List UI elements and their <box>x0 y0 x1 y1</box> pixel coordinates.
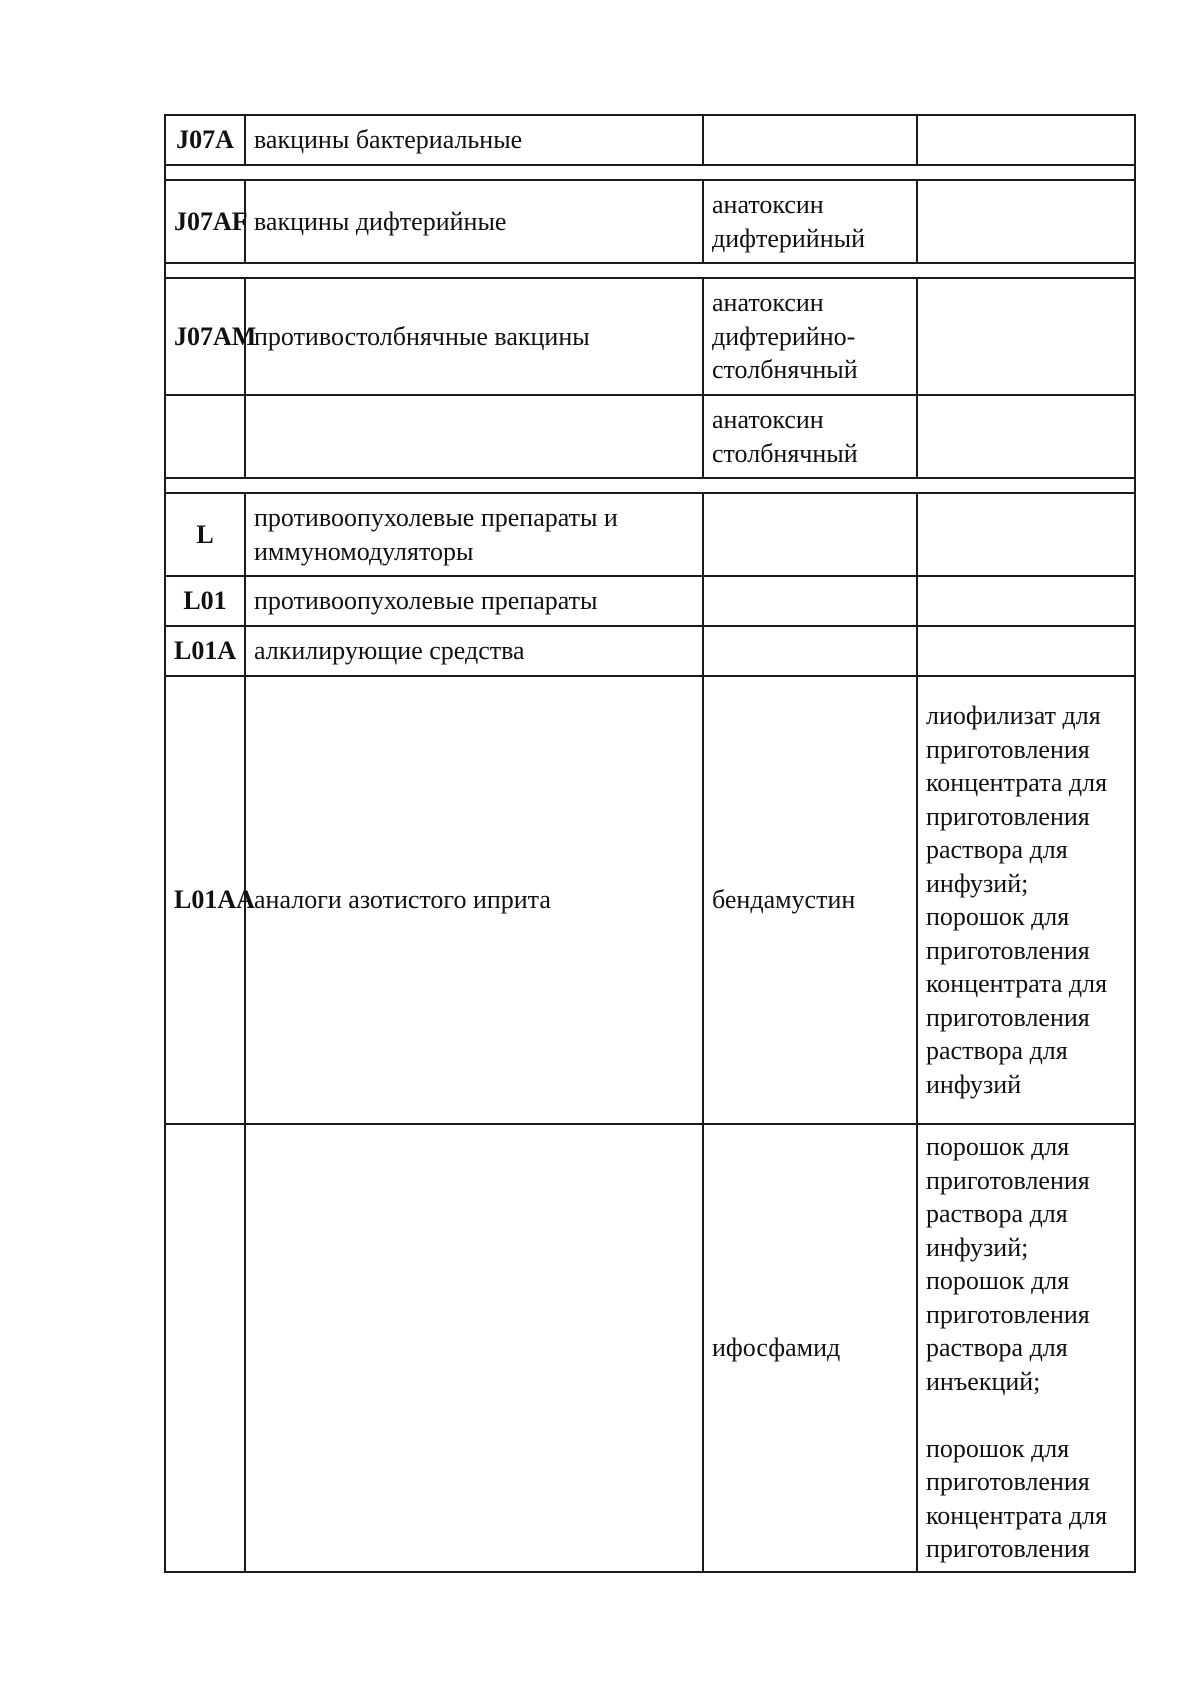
dosage-form <box>917 676 1135 1124</box>
atc-code <box>165 395 245 478</box>
dosage-form <box>917 115 1135 165</box>
dosage-form <box>917 180 1135 263</box>
dosage-form-line: концентрата для <box>926 768 1108 797</box>
dosage-form-line: лиофилизат для <box>926 701 1101 730</box>
dosage-form-line: порошок для <box>926 1266 1070 1296</box>
atc-code: J07AM <box>165 278 245 395</box>
group-name <box>245 1124 703 1572</box>
table-row <box>165 626 1135 676</box>
table-row <box>165 1124 1135 1572</box>
dosage-form-line: инъекций; <box>926 1366 1041 1396</box>
group-name-line: противоопухолевые препараты и <box>254 503 618 532</box>
dosage-form-line: раствора для <box>926 1036 1068 1065</box>
group-name: алкилирующие средства <box>245 626 703 676</box>
group-name-line: иммуномодуляторы <box>254 536 474 566</box>
dosage-form <box>917 395 1135 478</box>
row-separator <box>165 478 1135 493</box>
dosage-form-line: раствора для <box>926 835 1068 864</box>
table-row <box>165 278 1135 395</box>
group-name: противостолбнячные вакцины <box>245 278 703 395</box>
drug-name: бендамустин <box>703 676 917 1124</box>
drug-name <box>703 180 917 263</box>
atc-code: L01 <box>165 576 245 626</box>
dosage-form-line: концентрата для <box>926 1500 1108 1530</box>
dosage-form-line: приготовления <box>926 734 1090 764</box>
dosage-form-line: порошок для <box>926 902 1070 931</box>
drug-name-line: дифтерийно- <box>712 321 856 351</box>
medication-table <box>164 114 1136 1573</box>
group-name: вакцины бактериальные <box>245 115 703 165</box>
drug-name-line: анатоксин <box>712 405 824 434</box>
dosage-form-line: порошок для <box>926 1433 1070 1463</box>
drug-name <box>703 576 917 626</box>
dosage-form-line: концентрата для <box>926 969 1108 998</box>
drug-name-line: анатоксин <box>712 288 824 318</box>
dosage-form-line: приготовления <box>926 1534 1090 1564</box>
dosage-form <box>917 1124 1135 1572</box>
dosage-form-line: инфузий <box>926 1069 1022 1099</box>
table-row <box>165 576 1135 626</box>
dosage-form-line: приготовления <box>926 935 1090 965</box>
row-separator <box>165 165 1135 180</box>
drug-name <box>703 278 917 395</box>
dosage-form-line: приготовления <box>926 1165 1090 1195</box>
group-name: противоопухолевые препараты <box>245 576 703 626</box>
row-separator <box>165 263 1135 278</box>
dosage-form <box>917 626 1135 676</box>
dosage-form-line: порошок для <box>926 1132 1070 1162</box>
atc-code: L01A <box>165 626 245 676</box>
drug-name: ифосфамид <box>703 1124 917 1572</box>
drug-name <box>703 626 917 676</box>
drug-name <box>703 493 917 576</box>
drug-name-line: столбнячный <box>712 438 858 468</box>
group-name <box>245 395 703 478</box>
atc-code: J07AF <box>165 180 245 263</box>
group-name: вакцины дифтерийные <box>245 180 703 263</box>
dosage-form-line: раствора для <box>926 1199 1068 1229</box>
dosage-form-line: раствора для <box>926 1333 1068 1363</box>
atc-code: J07A <box>165 115 245 165</box>
dosage-form-line: приготовления <box>926 1467 1090 1497</box>
drug-name-line: дифтерийный <box>712 223 866 253</box>
dosage-form-line: приготовления <box>926 1002 1090 1032</box>
dosage-form-line: инфузий; <box>926 868 1029 898</box>
atc-code <box>165 1124 245 1572</box>
dosage-form <box>917 576 1135 626</box>
dosage-form <box>917 278 1135 395</box>
dosage-form-line: приготовления <box>926 801 1090 831</box>
dosage-form <box>917 493 1135 576</box>
table-row <box>165 676 1135 1124</box>
group-name: аналоги азотистого иприта <box>245 676 703 1124</box>
dosage-form-line: инфузий; <box>926 1232 1029 1262</box>
table-row <box>165 395 1135 478</box>
drug-name <box>703 115 917 165</box>
blank-line <box>926 1398 1126 1432</box>
table-row <box>165 115 1135 165</box>
atc-code: L <box>165 493 245 576</box>
drug-name-line: столбнячный <box>712 355 858 385</box>
drug-name-line: анатоксин <box>712 190 824 219</box>
dosage-form-line: приготовления <box>926 1299 1090 1329</box>
table-row <box>165 493 1135 576</box>
drug-name <box>703 395 917 478</box>
table-row <box>165 180 1135 263</box>
atc-code: L01AA <box>165 676 245 1124</box>
group-name <box>245 493 703 576</box>
